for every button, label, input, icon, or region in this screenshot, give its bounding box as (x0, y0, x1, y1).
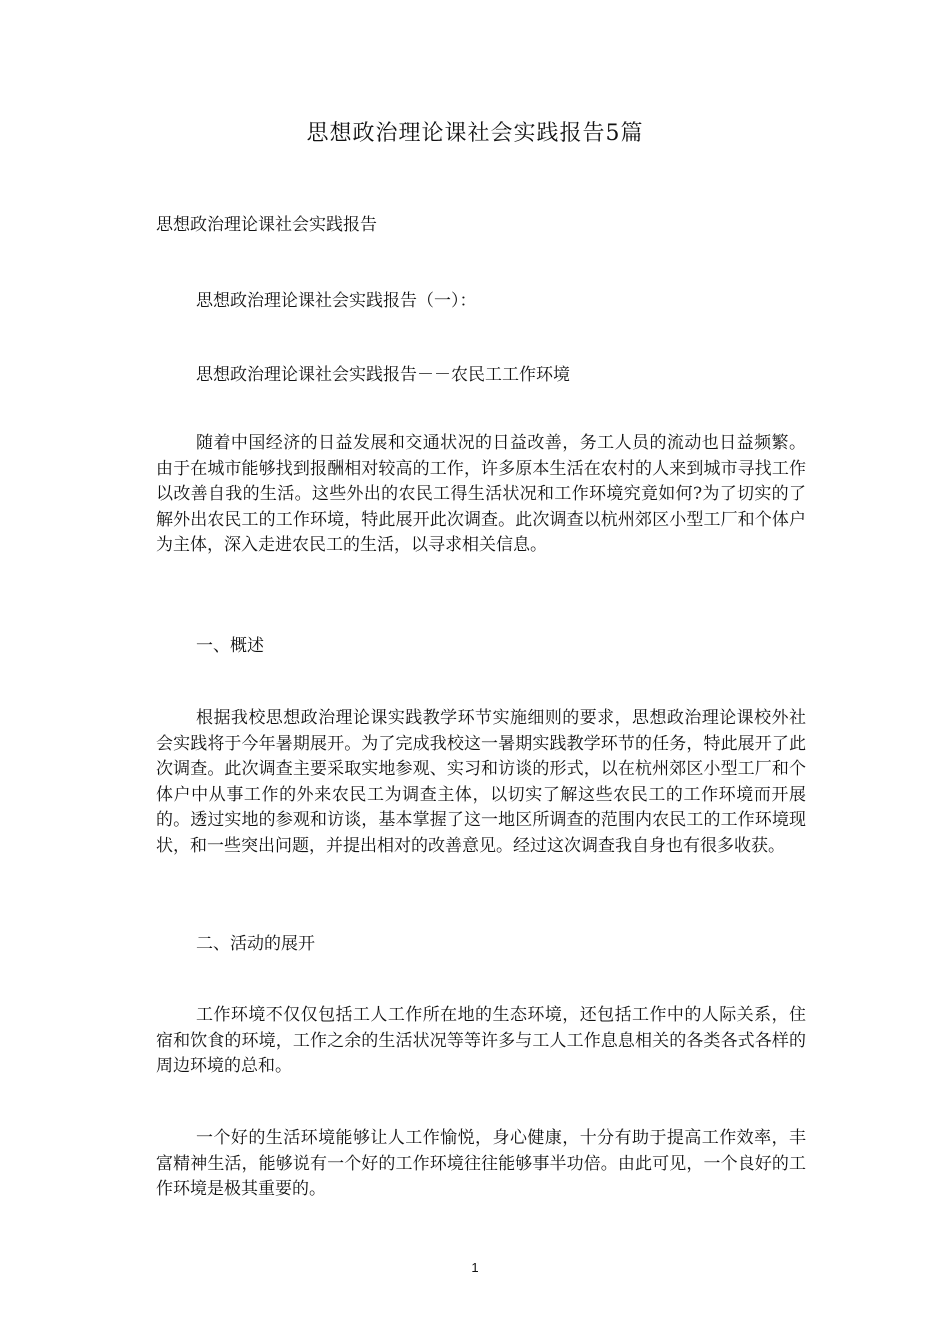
document-subtitle: 思想政治理论课社会实践报告 (156, 215, 377, 235)
report-title: 思想政治理论课社会实践报告－－农民工工作环境 (196, 365, 570, 385)
paragraph-intro: 随着中国经济的日益发展和交通状况的日益改善，务工人员的流动也日益频繁。由于在城市能够找到报酬相对较高的工作，许多原本生活在农村的人来到城市寻找工作以改善自我的生活。这些外出的农民工得生活状况和工作环境究竟如何?为了切实的了解外出农民工的工作环境，特此展开此次调查。此次调查以杭州郊区小型工厂和个体户为主体，深入走进农民工的生活，以寻求相关信息。 (156, 433, 806, 556)
paragraph-good-environment: 一个好的生活环境能够让人工作愉悦，身心健康，十分有助于提高工作效率，丰富精神生活，能够说有一个好的工作环境往往能够事半功倍。由此可见，一个良好的工作环境是极其重要的。 (156, 1128, 806, 1200)
page-number: 1 (471, 1260, 479, 1275)
heading-activities: 二、活动的展开 (196, 934, 315, 954)
paragraph-overview: 根据我校思想政治理论课实践教学环节实施细则的要求，思想政治理论课校外社会实践将于今年暑期展开。为了完成我校这一暑期实践教学环节的任务，特此展开了此次调查。此次调查主要采取实地参观、实习和访谈的形式，以在杭州郊区小型工厂和个体户中从事工作的外来农民工为调查主体，以切实了解这些农民工的工作环境而开展的。透过实地的参观和访谈，基本掌握了这一地区所调查的范围内农民工的工作环境现状，和一些突出问题，并提出相对的改善意见。经过这次调查我自身也有很多收获。 (156, 708, 806, 856)
paragraph-work-environment: 工作环境不仅仅包括工人工作所在地的生态环境，还包括工作中的人际关系，住宿和饮食的环境，工作之余的生活状况等等许多与工人工作息息相关的各类各式各样的周边环境的总和。 (156, 1005, 806, 1077)
section-heading: 思想政治理论课社会实践报告（一）： (196, 291, 477, 311)
document-title: 思想政治理论课社会实践报告5篇 (306, 121, 644, 146)
heading-overview: 一、概述 (196, 636, 264, 656)
